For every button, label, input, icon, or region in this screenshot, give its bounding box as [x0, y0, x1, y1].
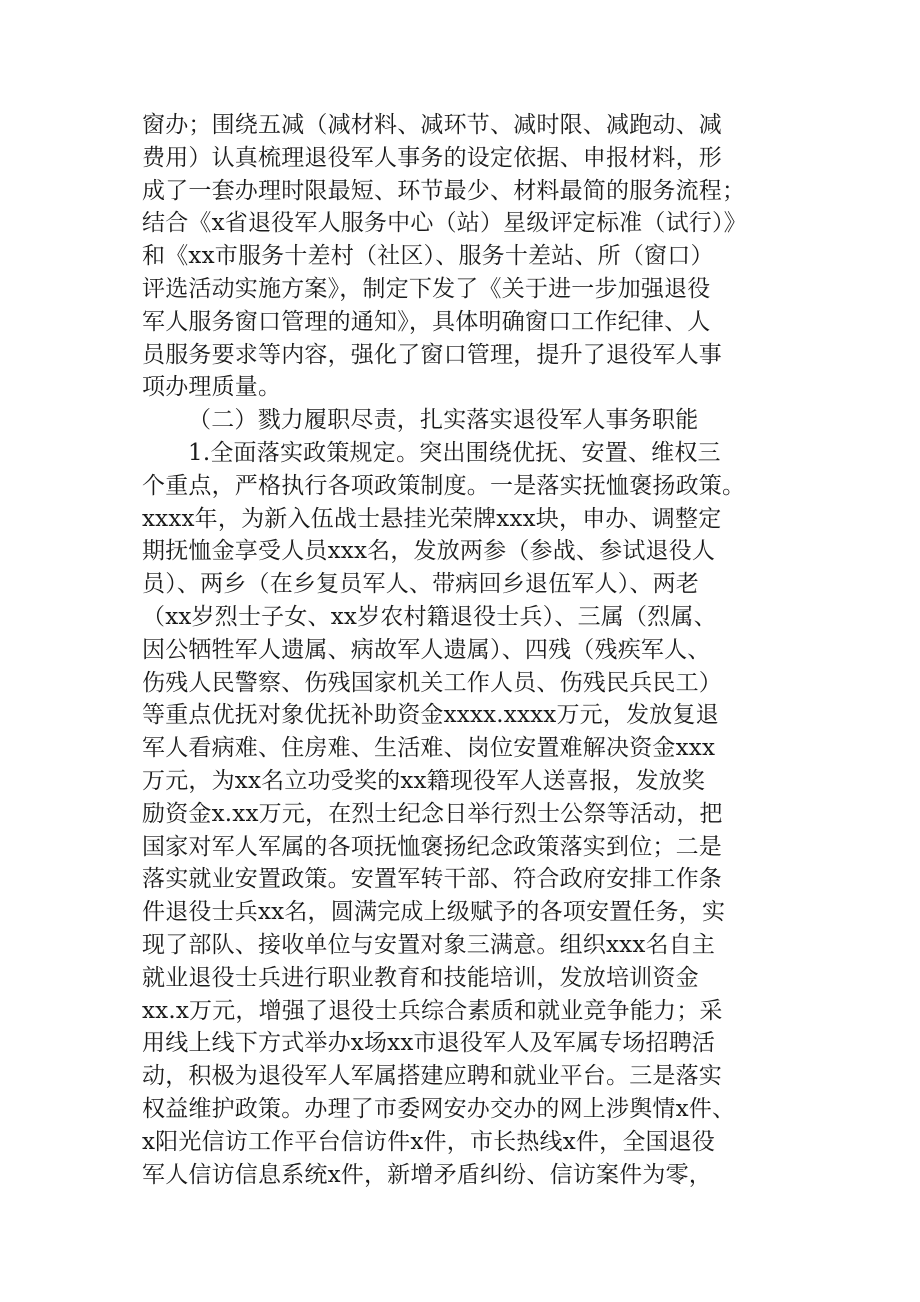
text-line: 件退役士兵xx名，圆满完成上级赋予的各项安置任务，实 [142, 899, 726, 926]
text-line: 伤残人民警察、伤残国家机关工作人员、伤残民兵民工） [142, 669, 722, 696]
text-line: 现了部队、接收单位与安置对象三满意。组织xxx名自主 [142, 932, 716, 958]
text-line: 费用）认真梳理退役军人事务的设定依据、申报材料，形 [142, 144, 722, 171]
text-line: 因公牺牲军人遗属、病故军人遗属）、四残（残疾军人、 [142, 636, 711, 663]
text-line: 等重点优抚对象优抚补助资金xxxx.xxxx万元，发放复退 [142, 702, 719, 729]
text-line: 和《xx市服务十差村（社区）、服务十差站、所（窗口） [142, 243, 714, 270]
text-line: 项办理质量。 [142, 374, 282, 401]
text-line: 个重点，严格执行各项政策制度。一是落实抚恤褒扬政策。 [142, 472, 746, 499]
text-line: 军人看病难、住房难、生活难、岗位安置难解决资金xxx [142, 735, 716, 762]
text-line: xx.x万元，增强了退役士兵综合素质和就业竞争能力；采 [142, 997, 723, 1024]
text-line: 励资金x.xx万元，在烈士纪念日举行烈士公祭等活动，把 [142, 800, 723, 827]
text-line: （xx岁烈士子女、xx岁农村籍退役士兵）、三属（烈属、 [142, 604, 717, 630]
text-line: 员服务要求等内容，强化了窗口管理，提升了退役军人事 [142, 341, 722, 368]
text-line: 军人信访信息系统x件，新增矛盾纠纷、信访案件为零， [142, 1161, 712, 1188]
text-line: 落实就业安置政策。安置军转干部、符合政府安排工作条 [142, 866, 722, 893]
text-line: 结合《x省退役军人服务中心（站）星级评定标准（试行）》 [142, 210, 747, 237]
text-line: 用线上线下方式举办x场xx市退役军人及军属专场招聘活 [142, 1030, 716, 1057]
text-line: 就业退役士兵进行职业教育和技能培训，发放培训资金 [142, 964, 699, 991]
text-line: 成了一套办理时限最短、环节最少、材料最简的服务流程； [142, 177, 746, 204]
text-line: x阳光信访工作平台信访件x件，市长热线x件，全国退役 [142, 1128, 716, 1155]
text-line: 期抚恤金享受人员xxx名，发放两参（参战、参试退役人 [142, 538, 716, 565]
text-line: 万元，为xx名立功受奖的xx籍现役军人送喜报，发放奖 [142, 768, 706, 794]
text-line: 国家对军人军属的各项抚恤褒扬纪念政策落实到位；二是 [142, 833, 722, 860]
text-line: 权益维护政策。办理了市委网安办交办的网上涉舆情x件、 [142, 1096, 736, 1122]
text-line: 评选活动实施方案》，制定下发了《关于进一步加强退役 [142, 276, 711, 302]
text-line: xxxx年，为新入伍战士悬挂光荣牌xxx块，申办、调整定 [142, 505, 722, 532]
text-line: 员）、两乡（在乡复员军人、带病回乡退伍军人）、两老 [142, 571, 699, 598]
text-line: 动，积极为退役军人军属搭建应聘和就业平台。三是落实 [142, 1063, 722, 1090]
text-line: 窗办；围绕五减（减材料、减环节、减时限、减跑动、减 [142, 112, 722, 138]
text-line: 1.全面落实政策规定。突出围绕优抚、安置、维权三 [188, 440, 721, 466]
section-heading: （二）戮力履职尽责，扎实落实退役军人事务职能 [188, 407, 699, 434]
text-line: 军人服务窗口管理的通知》，具体明确窗口工作纪律、人 [142, 308, 711, 335]
